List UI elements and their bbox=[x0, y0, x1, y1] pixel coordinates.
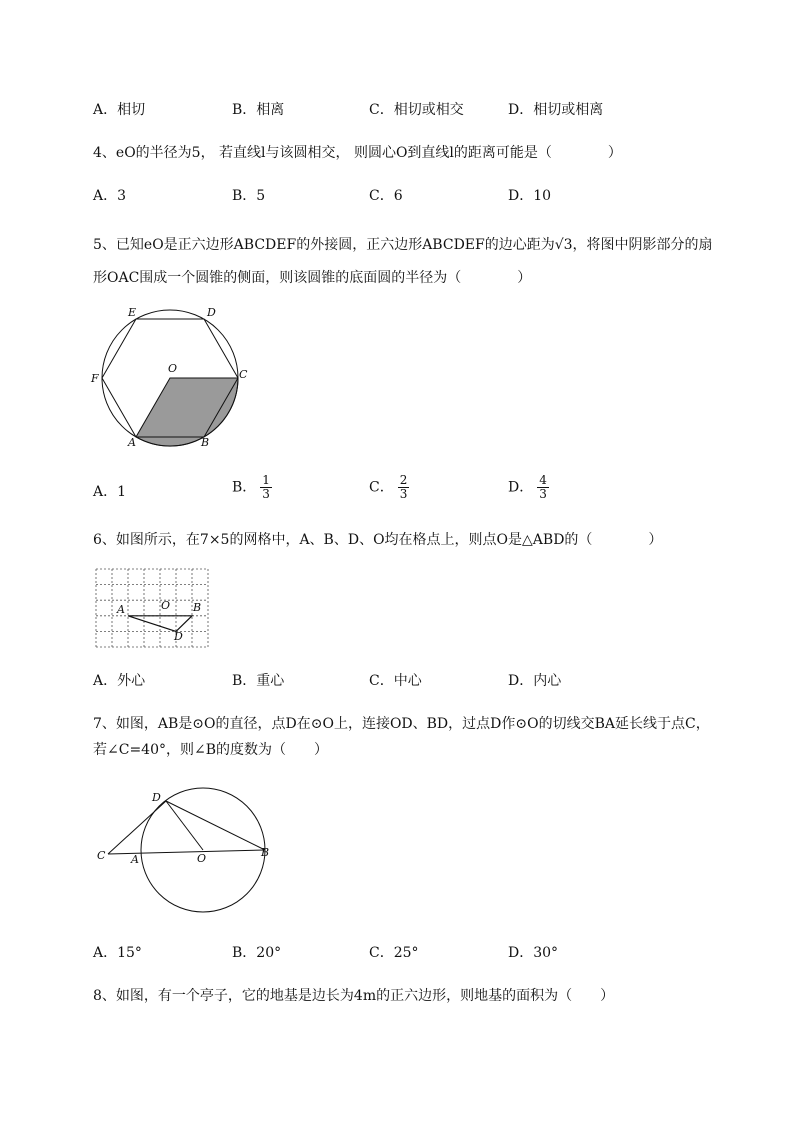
q5-option-c-fraction bbox=[398, 474, 410, 501]
q4-option-d: D．10 bbox=[508, 188, 552, 204]
q4-option-c: C．6 bbox=[369, 188, 403, 204]
q4-option-b: B．5 bbox=[232, 188, 266, 204]
q7-option-b: B．20° bbox=[232, 945, 282, 961]
q5-option-d-prefix: D． bbox=[508, 479, 534, 496]
q7-label-D: D bbox=[152, 791, 161, 804]
q5-label-F: F bbox=[91, 372, 99, 385]
q7-label-O: O bbox=[197, 852, 207, 865]
q5-option-d bbox=[508, 474, 549, 501]
q5-shaded-sector bbox=[136, 378, 238, 446]
q5-label-C: C bbox=[239, 368, 248, 381]
q5-label-A: A bbox=[128, 436, 136, 449]
q5-hexagon-figure bbox=[88, 300, 258, 460]
q7-option-a: A．15° bbox=[93, 945, 142, 961]
q6-label-O: O bbox=[161, 599, 171, 612]
q6-option-c: C．中心 bbox=[369, 673, 422, 689]
q5-option-a: A．1 bbox=[93, 484, 127, 500]
q5-label-D: D bbox=[207, 306, 216, 319]
q4-text: 4、eO的半径为5， 若直线l与该圆相交， 则圆心O到直线l的距离可能是（ ） bbox=[93, 145, 622, 161]
q7-label-C: C bbox=[97, 849, 106, 862]
q7-tangent-CD bbox=[108, 801, 166, 854]
q3-option-a: A．相切 bbox=[93, 102, 146, 118]
q8-text: 8、如图，有一个亭子，它的地基是边长为4m的正六边形，则地基的面积为（ ） bbox=[93, 988, 615, 1004]
q5-option-c-denominator: 3 bbox=[399, 487, 408, 501]
q3-option-c: C．相切或相交 bbox=[369, 102, 464, 118]
q6-option-b: B．重心 bbox=[232, 673, 285, 689]
q5-label-O: O bbox=[168, 362, 178, 375]
q5-option-b-prefix: B． bbox=[232, 479, 257, 496]
q7-line-OD bbox=[166, 801, 203, 850]
q5-option-c-prefix: C． bbox=[369, 479, 394, 496]
q7-option-d: D．30° bbox=[508, 945, 559, 961]
q6-label-B: B bbox=[193, 601, 202, 614]
q6-grid-figure bbox=[96, 569, 208, 647]
q5-option-d-fraction bbox=[537, 474, 549, 501]
q5-label-B: B bbox=[201, 436, 210, 449]
q5-option-b-fraction bbox=[260, 474, 272, 501]
q5-option-d-denominator: 3 bbox=[539, 487, 547, 501]
q6-label-A: A bbox=[117, 603, 125, 616]
q7-circle-figure bbox=[94, 788, 274, 918]
q5-option-b-denominator: 3 bbox=[262, 487, 270, 501]
q4-option-a: A．3 bbox=[93, 188, 127, 204]
q5-option-b-numerator: 1 bbox=[262, 473, 270, 487]
q7-label-A: A bbox=[131, 853, 139, 866]
q5-option-c bbox=[369, 474, 409, 501]
q7-label-B: B bbox=[261, 846, 270, 859]
q5-option-d-numerator: 4 bbox=[539, 473, 547, 487]
q5-option-b bbox=[232, 474, 272, 501]
q5-text-line2: 形OAC围成一个圆锥的侧面，则该圆锥的底面圆的半径为（ ） bbox=[93, 270, 532, 286]
q3-option-d: D．相切或相离 bbox=[508, 102, 604, 118]
q7-text-line2: 若∠C=40°，则∠B的度数为（ ） bbox=[93, 742, 329, 758]
q6-text: 6、如图所示，在7×5的网格中，A、B、D、O均在格点上，则点O是△ABD的（ ） bbox=[93, 532, 663, 548]
q5-option-c-numerator: 2 bbox=[399, 473, 408, 487]
q3-option-b: B．相离 bbox=[232, 102, 285, 118]
q6-label-D: D bbox=[174, 630, 183, 643]
q7-option-c: C．25° bbox=[369, 945, 419, 961]
q5-text-line1: 5、已知eO是正六边形ABCDEF的外接圆，正六边形ABCDEF的边心距为√3，将图中阴影部分的扇 bbox=[93, 237, 713, 253]
q5-label-E: E bbox=[128, 306, 137, 319]
q7-text-line1: 7、如图，AB是⊙O的直径，点D在⊙O上，连接OD、BD，过点D作⊙O的切线交BA延长线于点C， bbox=[93, 716, 710, 732]
q6-option-d: D．内心 bbox=[508, 673, 562, 689]
q6-option-a: A．外心 bbox=[93, 673, 146, 689]
q7-line-BD bbox=[166, 801, 265, 850]
